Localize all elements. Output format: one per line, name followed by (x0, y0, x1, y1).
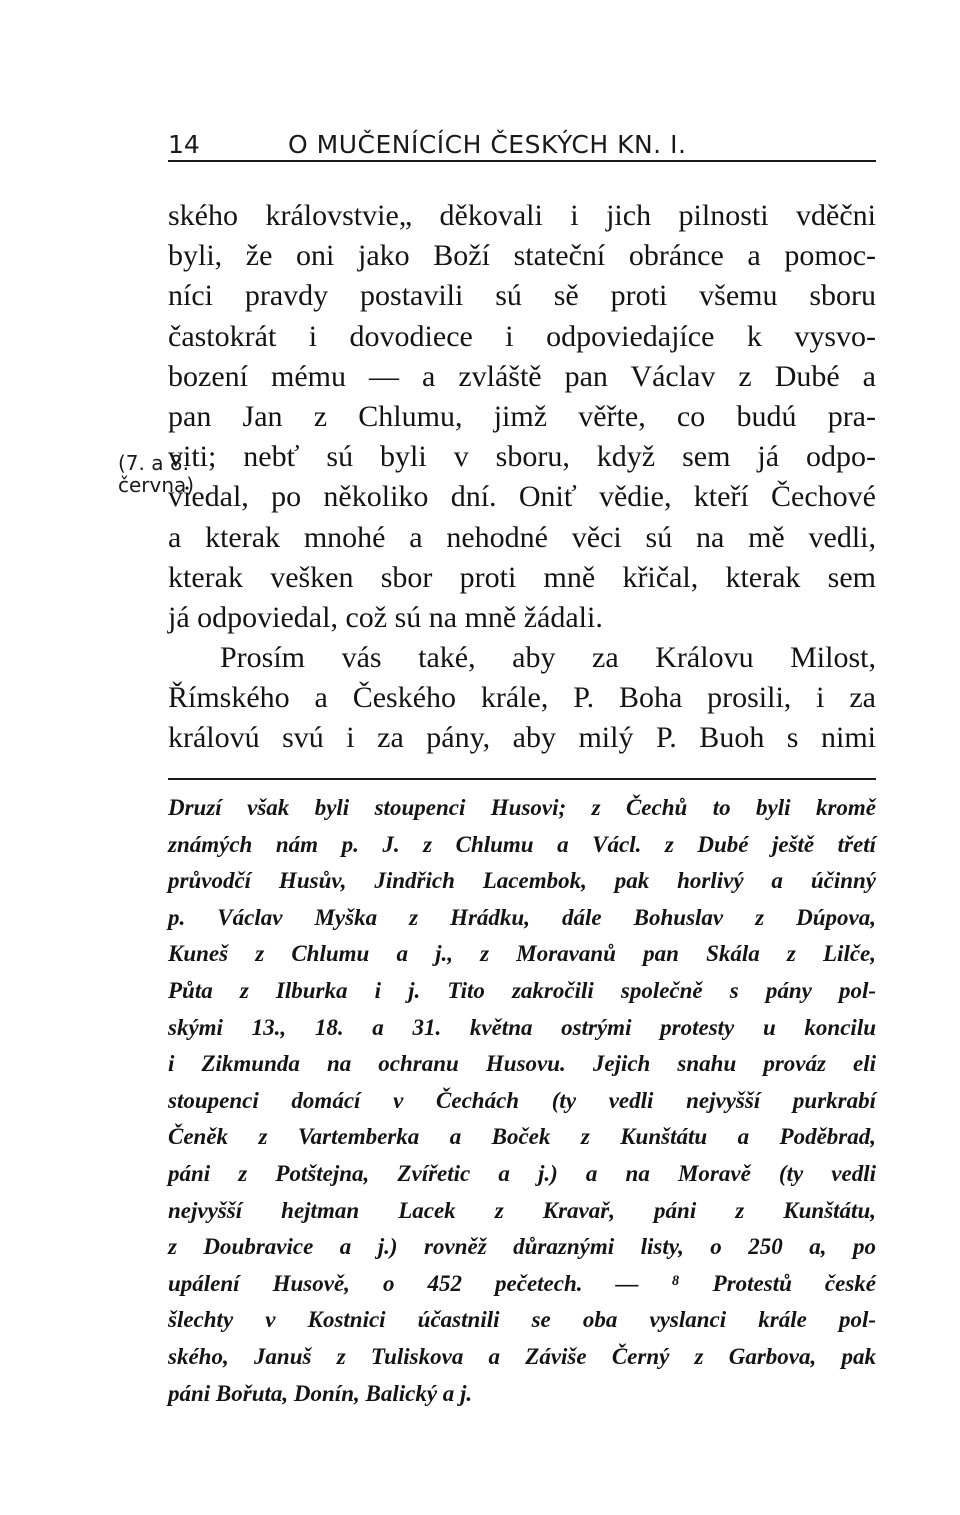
footnote-line: ského, Januš z Tuliskova a Záviše Černý z Garbova, pak (168, 1343, 876, 1369)
footnote-line: Kuneš z Chlumu a j., z Moravanů pan Skála z Lilče, (168, 941, 876, 967)
footnote-rule (168, 778, 876, 780)
footnote-line: upálení Husově, o 452 pečetech. — ⁸ Protestů české (168, 1270, 876, 1296)
footnotes (168, 790, 876, 1412)
page-number: 14 (168, 130, 200, 159)
body-line: kterak vešken sbor proti mně křičal, kterak sem (168, 560, 876, 594)
footnote-line: p. Václav Myška z Hrádku, dále Bohuslav z Dúpova, (168, 904, 876, 930)
body-text (168, 196, 876, 759)
body-line: častokrát i dovodiece i odpoviedajíce k vysvo- (168, 319, 876, 353)
footnote-line: Půta z Ilburka i j. Tito zakročili společně s pány pol- (168, 977, 876, 1003)
body-line: královú svú i za pány, aby milý P. Buoh s nimi (168, 721, 876, 755)
footnote-line: skými 13., 18. a 31. května ostrými protesty u koncilu (168, 1014, 876, 1040)
footnote-line: Čeněk z Vartemberka a Boček z Kunštátu a Poděbrad, (168, 1124, 876, 1150)
footnote-line: stoupenci domácí v Čechách (ty vedli nejvyšší purkrabí (168, 1087, 876, 1113)
body-line: níci pravdy postavili sú sě proti všemu sboru (168, 279, 876, 313)
body-line: a kterak mnohé a nehodné věci sú na mě vedli, (168, 520, 876, 554)
margin-note-month: června) (118, 473, 195, 497)
footnote-line: průvodčí Husův, Jindřich Lacembok, pak horlivý a účinný (168, 868, 876, 894)
body-line: byli, že oni jako Boží stateční obránce a pomoc- (168, 239, 876, 273)
footnote-line: šlechty v Kostnici účastnili se oba vyslanci krále pol- (168, 1307, 876, 1333)
running-title: O MUČENÍCÍCH ČESKÝCH KN. I. (288, 130, 687, 159)
body-line: viedal, po několiko dní. Oniť vědie, kteří Čechové (168, 480, 876, 514)
body-line: pan Jan z Chlumu, jimž věřte, co budú pra- (168, 399, 876, 433)
body-line: ského královstvie„ děkovali i jich pilnosti vděčni (168, 199, 876, 232)
body-line: Římského a Českého krále, P. Boha prosili, i za (168, 681, 876, 715)
body-line-paragraph-start: Prosím vás také, aby za Královu Milost, (220, 641, 876, 675)
body-line: já odpoviedal, což sú na mně žádali. (168, 600, 603, 634)
footnote-line: páni Bořuta, Donín, Balický a j. (168, 1380, 473, 1406)
footnote-line: nejvyšší hejtman Lacek z Kravař, páni z Kunštátu, (168, 1197, 876, 1223)
footnote-line: i Zikmunda na ochranu Husovu. Jejich snahu prováz eli (168, 1051, 876, 1077)
footnote-line: páni z Potštejna, Zvířetic a j.) a na Moravě (ty vedli (168, 1160, 876, 1186)
margin-note-date: (7. a 8. (118, 451, 189, 475)
footnote-line: Druzí však byli stoupenci Husovi; z Čechů to byli kromě (168, 795, 876, 820)
running-head (168, 128, 876, 162)
footnote-line: známých nám p. J. z Chlumu a Václ. z Dubé ještě třetí (168, 831, 876, 857)
body-line: bození mému — a zvláště pan Václav z Dubé a (168, 359, 876, 393)
footnote-line: z Doubravice a j.) rovněž důraznými listy, o 250 a, po (168, 1234, 876, 1260)
header-rule (168, 160, 876, 162)
body-line: viti; nebť sú byli v sboru, když sem já odpo- (168, 440, 876, 474)
